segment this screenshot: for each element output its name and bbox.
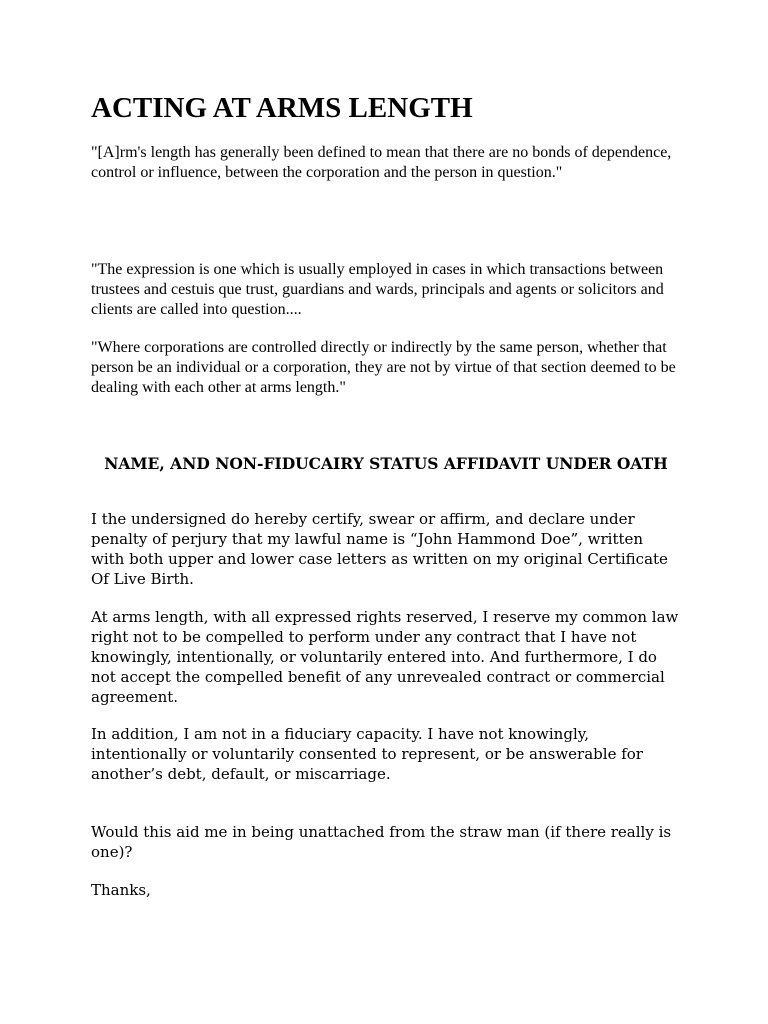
- quote-paragraph: "Where corporations are controlled directly or indirectly by the same person, whether that person be an individual or a corporation, they are not by virtue of that section deemed to be dealing with each other at arms length.": [91, 339, 676, 396]
- quote-paragraph: "The expression is one which is usually employed in cases in which transactions between trustees and cestuis que trust, guardians and wards, principals and agents or solicitors and clients are called into question....: [91, 261, 664, 318]
- closing-line: Thanks,: [91, 881, 151, 899]
- document-title: ACTING AT ARMS LENGTH: [91, 92, 473, 124]
- quote-paragraph: "[A]rm's length has generally been defined to mean that there are no bonds of dependence, control or influence, between the corporation and the person in question.": [91, 144, 672, 181]
- body-paragraph: At arms length, with all expressed rights reserved, I reserve my common law right not to be compelled to perform under any contract that I have not knowingly, intentionally, or voluntarily entered into. And furthermore, I do not accept the compelled benefit of any unrevealed contract or commercial agreement.: [91, 608, 679, 706]
- body-paragraph: Would this aid me in being unattached from the straw man (if there really is one)?: [91, 823, 672, 861]
- body-paragraph: In addition, I am not in a fiduciary capacity. I have not knowingly, intentionally or voluntarily consented to represent, or be answerable for another’s debt, default, or miscarriage.: [91, 725, 643, 783]
- body-paragraph: I the undersigned do hereby certify, swear or affirm, and declare under penalty of perjury that my lawful name is “John Hammond Doe”, written with both upper and lower case letters as written on my original Certificate Of Live Birth.: [91, 510, 668, 588]
- section-heading: NAME, AND NON-FIDUCAIRY STATUS AFFIDAVIT UNDER OATH: [104, 454, 668, 473]
